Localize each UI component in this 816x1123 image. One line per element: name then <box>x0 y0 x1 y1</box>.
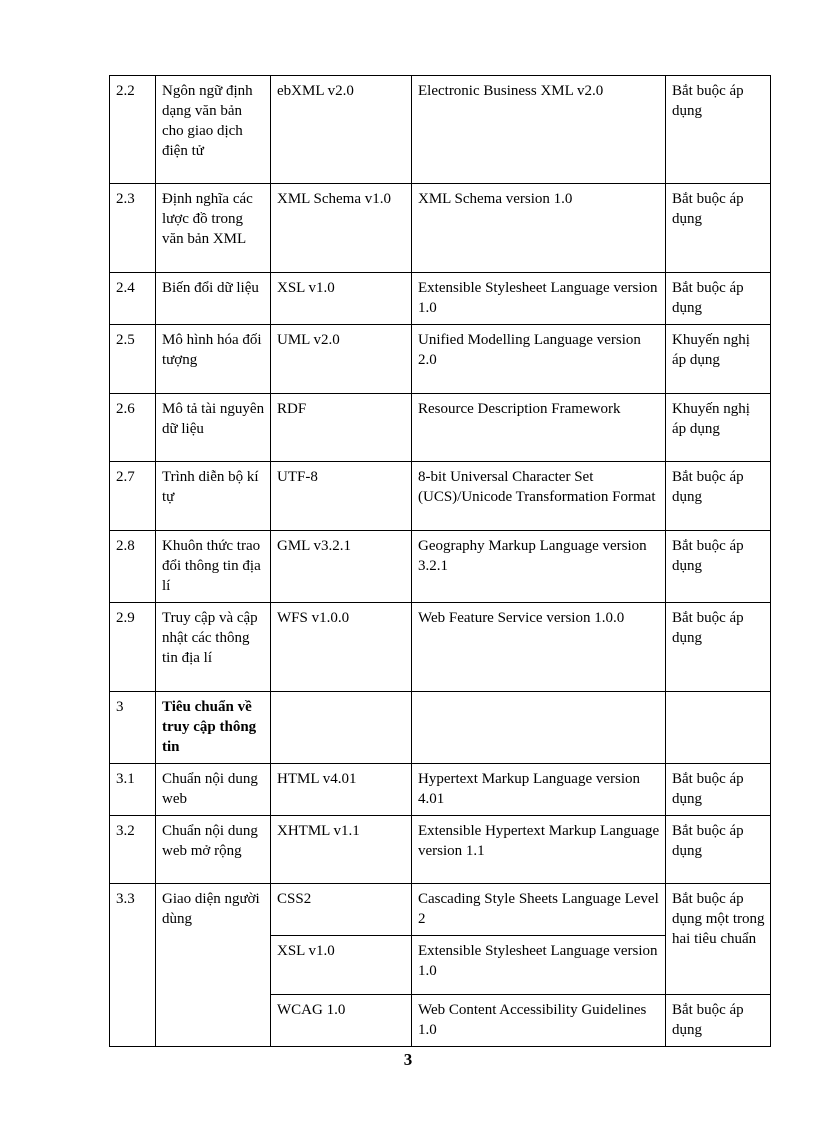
row-number: 2.9 <box>110 603 156 692</box>
row-number: 2.5 <box>110 325 156 394</box>
standard-category: Chuẩn nội dung web mở rộng <box>156 816 271 884</box>
application-status: Bắt buộc áp dụng <box>666 603 771 692</box>
application-status: Bắt buộc áp dụng <box>666 764 771 816</box>
table-row <box>110 76 771 184</box>
table-row <box>110 764 771 816</box>
standard-category: Mô hình hóa đối tượng <box>156 325 271 394</box>
application-status: Bắt buộc áp dụng <box>666 995 771 1047</box>
application-status: Khuyến nghị áp dụng <box>666 325 771 394</box>
standard-full-name: Resource Description Framework <box>412 394 666 462</box>
application-status: Bắt buộc áp dụng <box>666 531 771 603</box>
standards-table <box>109 75 771 1047</box>
standard-category: Khuôn thức trao đổi thông tin địa lí <box>156 531 271 603</box>
standard-code: GML v3.2.1 <box>271 531 412 603</box>
standard-category: Trình diễn bộ kí tự <box>156 462 271 531</box>
standard-full-name: XML Schema version 1.0 <box>412 184 666 273</box>
standard-full-name: Web Feature Service version 1.0.0 <box>412 603 666 692</box>
application-status: Khuyến nghị áp dụng <box>666 394 771 462</box>
standard-code: UTF-8 <box>271 462 412 531</box>
row-number: 2.2 <box>110 76 156 184</box>
standard-category: Truy cập và cập nhật các thông tin địa lí <box>156 603 271 692</box>
row-number: 2.8 <box>110 531 156 603</box>
standard-full-name: Extensible Stylesheet Language version 1.0 <box>412 273 666 325</box>
standard-full-name: Electronic Business XML v2.0 <box>412 76 666 184</box>
standard-code: WFS v1.0.0 <box>271 603 412 692</box>
application-status: Bắt buộc áp dụng <box>666 273 771 325</box>
row-number: 3.1 <box>110 764 156 816</box>
standard-full-name: Extensible Stylesheet Language version 1.0 <box>412 936 666 995</box>
application-status: Bắt buộc áp dụng <box>666 462 771 531</box>
row-number: 2.7 <box>110 462 156 531</box>
standard-code: HTML v4.01 <box>271 764 412 816</box>
standard-full-name: Geography Markup Language version 3.2.1 <box>412 531 666 603</box>
table-row <box>110 531 771 603</box>
application-status: Bắt buộc áp dụng <box>666 184 771 273</box>
standard-code: ebXML v2.0 <box>271 76 412 184</box>
application-status: Bắt buộc áp dụng một trong hai tiêu chuẩn <box>666 884 771 995</box>
standard-category: Mô tả tài nguyên dữ liệu <box>156 394 271 462</box>
standard-full-name: Hypertext Markup Language version 4.01 <box>412 764 666 816</box>
row-number: 2.3 <box>110 184 156 273</box>
standard-code: XSL v1.0 <box>271 273 412 325</box>
standard-full-name: Extensible Hypertext Markup Language version 1.1 <box>412 816 666 884</box>
section-heading-row <box>110 692 771 764</box>
table-row <box>110 816 771 884</box>
standard-code: UML v2.0 <box>271 325 412 394</box>
application-status <box>666 692 771 764</box>
row-number: 3.2 <box>110 816 156 884</box>
row-number: 3.3 <box>110 884 156 1047</box>
standard-code: XHTML v1.1 <box>271 816 412 884</box>
standard-category: Biến đổi dữ liệu <box>156 273 271 325</box>
standard-category: Chuẩn nội dung web <box>156 764 271 816</box>
standard-code <box>271 692 412 764</box>
standard-category: Ngôn ngữ định dạng văn bản cho giao dịch điện tử <box>156 76 271 184</box>
standard-code: WCAG 1.0 <box>271 995 412 1047</box>
standard-code: XML Schema v1.0 <box>271 184 412 273</box>
standard-full-name: Cascading Style Sheets Language Level 2 <box>412 884 666 936</box>
standard-full-name: Unified Modelling Language version 2.0 <box>412 325 666 394</box>
standard-code: XSL v1.0 <box>271 936 412 995</box>
table-row <box>110 884 771 936</box>
table-row <box>110 603 771 692</box>
standard-full-name: Web Content Accessibility Guidelines 1.0 <box>412 995 666 1047</box>
table-row <box>110 184 771 273</box>
standard-full-name <box>412 692 666 764</box>
table-row <box>110 394 771 462</box>
row-number: 2.4 <box>110 273 156 325</box>
page-number: 3 <box>403 1050 413 1069</box>
table-row <box>110 462 771 531</box>
standard-category: Định nghĩa các lược đồ trong văn bản XML <box>156 184 271 273</box>
section-title: Tiêu chuẩn về truy cập thông tin <box>156 692 271 764</box>
row-number: 2.6 <box>110 394 156 462</box>
table-row <box>110 273 771 325</box>
standard-code: CSS2 <box>271 884 412 936</box>
standard-full-name: 8-bit Universal Character Set (UCS)/Unicode Transformation Format <box>412 462 666 531</box>
standard-category: Giao diện người dùng <box>156 884 271 1047</box>
standard-code: RDF <box>271 394 412 462</box>
table-row <box>110 325 771 394</box>
row-number: 3 <box>110 692 156 764</box>
application-status: Bắt buộc áp dụng <box>666 816 771 884</box>
application-status: Bắt buộc áp dụng <box>666 76 771 184</box>
